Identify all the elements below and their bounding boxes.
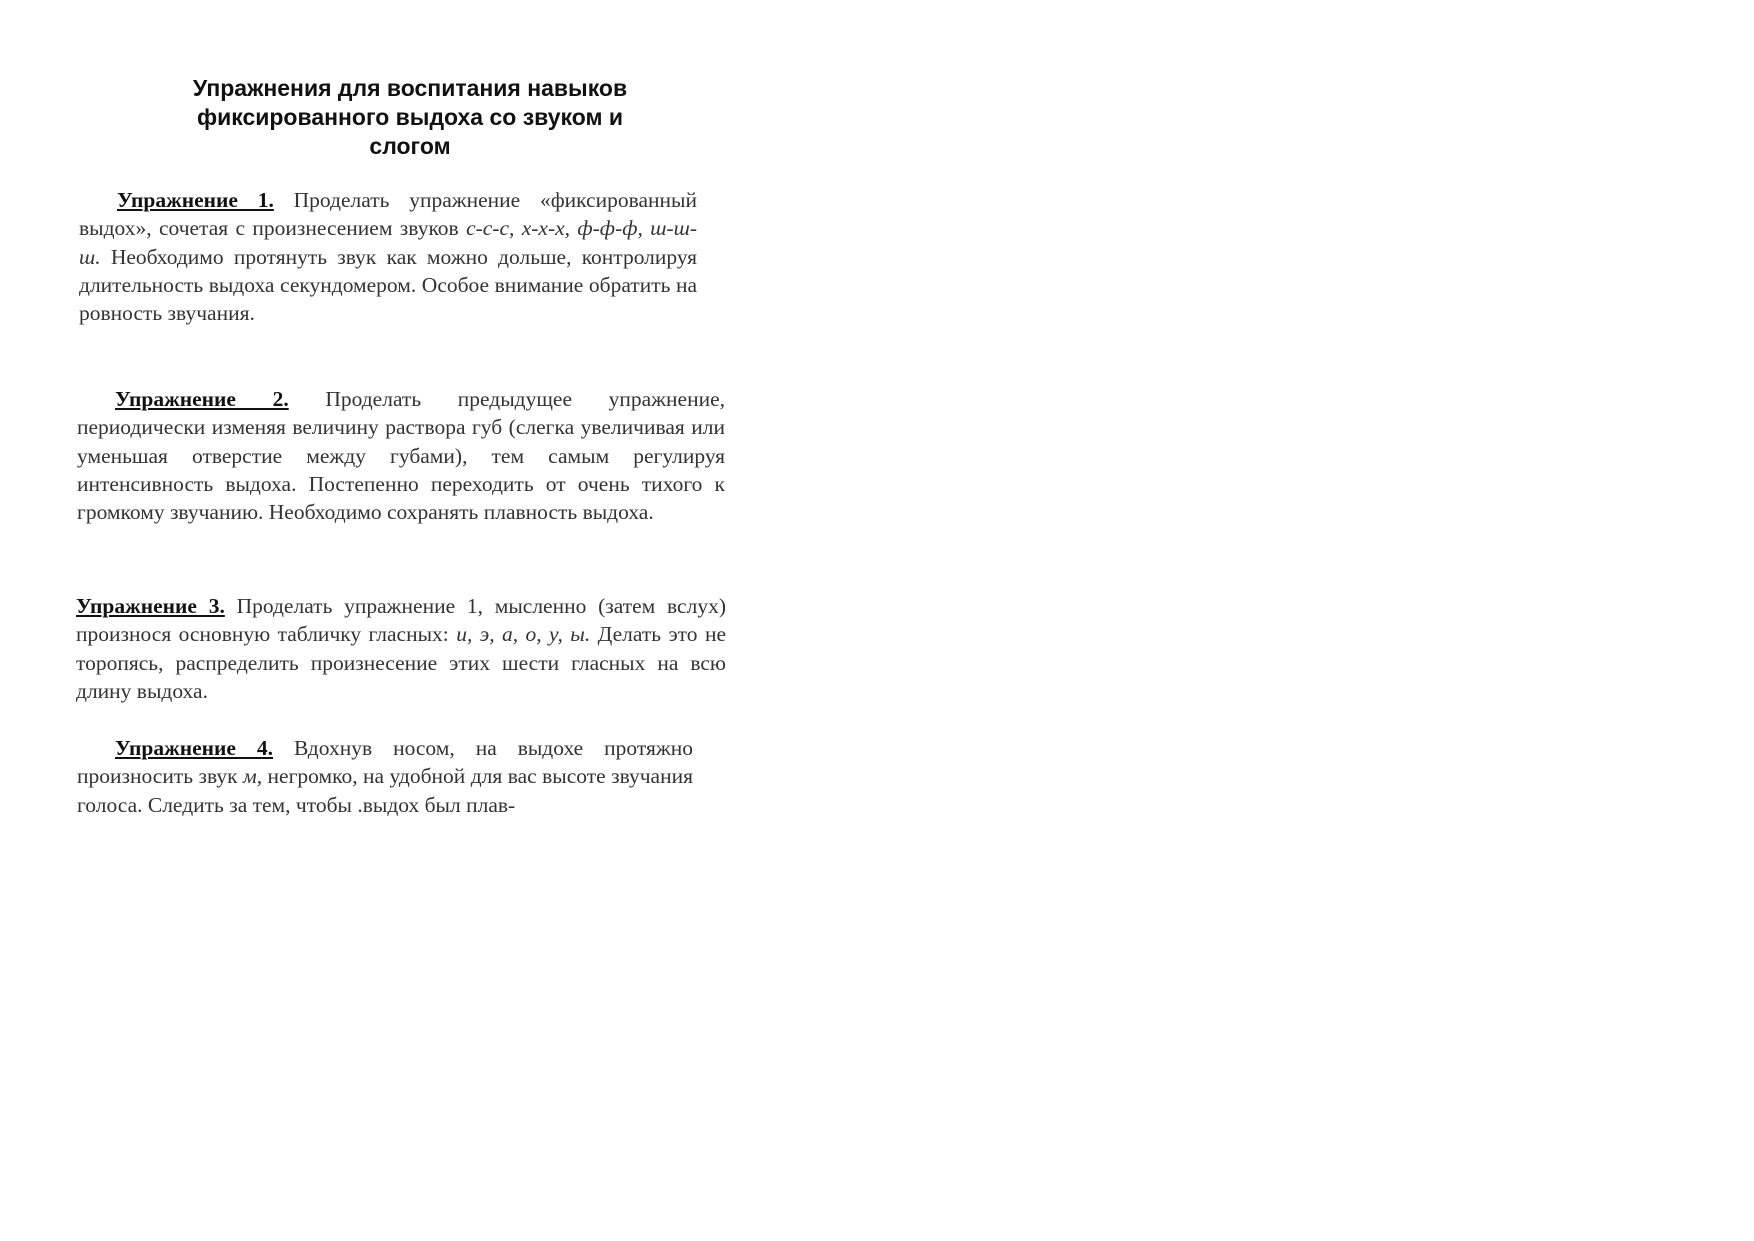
exercise-1-label: Упражнение 1.	[117, 188, 274, 212]
document-title	[140, 74, 680, 161]
exercise-1-text-part-2: Необходимо протянуть звук как можно дольше, контролируя длительность выдоха секундомером. Особое внимание обратить на ровность звучания.	[79, 244, 697, 326]
exercise-3-paragraph	[76, 592, 726, 705]
exercise-2-text: Проделать предыдущее упражнение, периодически изменяя величину раствора губ (слегка увеличивая или уменьшая отверстие между губами), тем самым регулируя интенсивность выдоха. Постепенно переходить от очень тихого к громкому звучанию. Необходимо сохранять плавность выдоха.	[77, 387, 725, 525]
exercise-3-text-part-1: Проделать упражнение 1, мысленно (затем вслух) произнося основную табличку гласных:	[76, 594, 726, 647]
title-line-1: Упражнения для воспитания навыков	[192, 75, 628, 101]
exercise-4-text-part-2: негромко, на удобной для вас высоте звучания голоса. Следить за тем, чтобы .выдох был плав-	[77, 764, 693, 817]
exercise-2-label: Упражнение 2.	[115, 387, 289, 411]
exercise-3-text-part-2: Делать это не торопясь, распределить произнесение этих шести гласных на всю длину выдоха.	[76, 622, 727, 703]
exercise-1-paragraph	[79, 186, 697, 327]
exercise-4-sound: м,	[243, 764, 263, 789]
exercise-4-label: Упражнение 4.	[115, 736, 274, 760]
exercise-3-vowels: и, э, а, о, у, ы.	[456, 622, 591, 647]
exercise-2-paragraph	[77, 385, 725, 526]
exercise-4-paragraph	[77, 734, 693, 819]
exercise-1-text-part-1: Проделать упражнение «фиксированный выдох», сочетая с произнесением звуков	[79, 188, 697, 241]
exercise-4-text-part-1: Вдохнув носом, на выдохе протяжно произносить звук	[77, 736, 694, 789]
title-line-2: фиксированного выдоха со звуком и	[196, 104, 624, 130]
exercise-1-sounds: с-с-с, х-х-х, ф-ф-ф, ш-ш-ш.	[79, 216, 697, 269]
exercise-3-label: Упражнение 3.	[76, 594, 225, 618]
title-line-3: слогом	[369, 133, 451, 159]
